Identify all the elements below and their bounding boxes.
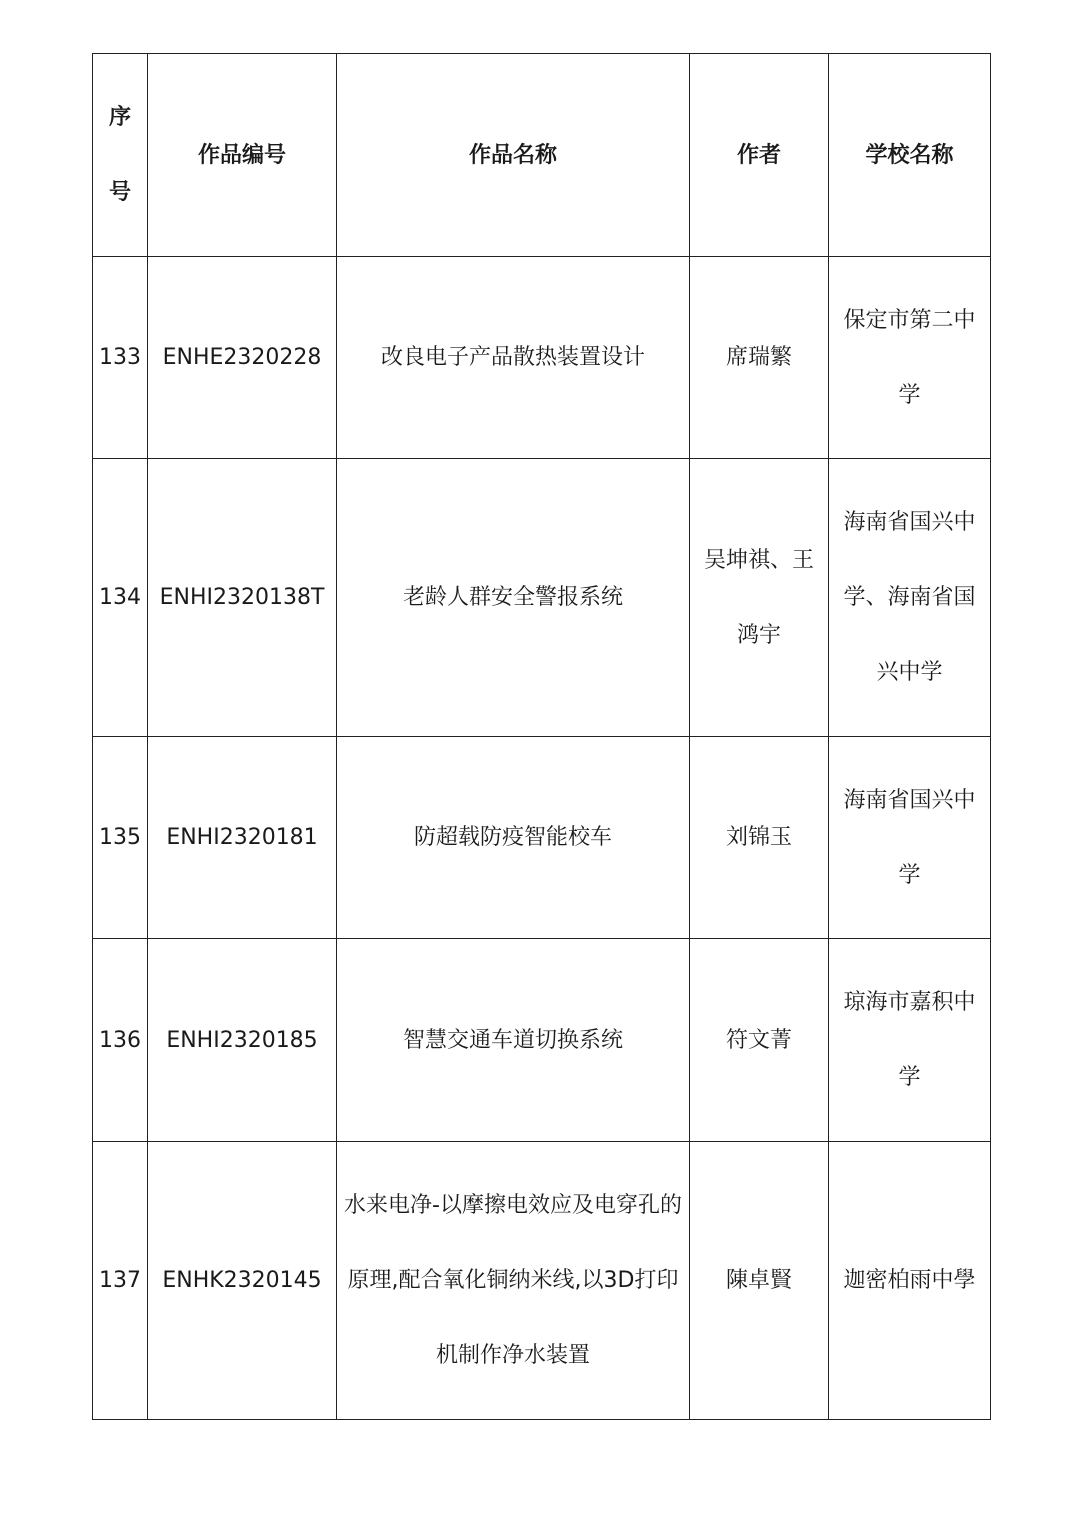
cell-title: 水来电净-以摩擦电效应及电穿孔的原理,配合氧化铜纳米线,以3D打印机制作净水装置 xyxy=(337,1142,690,1420)
cell-author: 刘锦玉 xyxy=(690,737,829,939)
table-header-row xyxy=(93,54,991,257)
cell-seq: 137 xyxy=(93,1142,148,1420)
cell-school: 海南省国兴中学、海南省国兴中学 xyxy=(829,459,991,737)
cell-seq: 134 xyxy=(93,459,148,737)
cell-school: 保定市第二中学 xyxy=(829,257,991,459)
cell-code: ENHE2320228 xyxy=(148,257,337,459)
cell-seq: 133 xyxy=(93,257,148,459)
cell-author: 吴坤祺、王鸿宇 xyxy=(690,459,829,737)
table-row xyxy=(93,1142,991,1420)
cell-code: ENHK2320145 xyxy=(148,1142,337,1420)
header-seq: 序号 xyxy=(93,54,148,257)
header-title: 作品名称 xyxy=(337,54,690,257)
cell-school: 海南省国兴中学 xyxy=(829,737,991,939)
cell-code: ENHI2320185 xyxy=(148,939,337,1142)
cell-school: 迦密柏雨中學 xyxy=(829,1142,991,1420)
header-school: 学校名称 xyxy=(829,54,991,257)
cell-seq: 136 xyxy=(93,939,148,1142)
cell-title: 老龄人群安全警报系统 xyxy=(337,459,690,737)
header-code: 作品编号 xyxy=(148,54,337,257)
table-row xyxy=(93,737,991,939)
cell-code: ENHI2320181 xyxy=(148,737,337,939)
cell-title: 防超载防疫智能校车 xyxy=(337,737,690,939)
cell-author: 席瑞繁 xyxy=(690,257,829,459)
cell-title: 智慧交通车道切换系统 xyxy=(337,939,690,1142)
table-row xyxy=(93,459,991,737)
cell-title: 改良电子产品散热装置设计 xyxy=(337,257,690,459)
header-author: 作者 xyxy=(690,54,829,257)
cell-author: 陳卓賢 xyxy=(690,1142,829,1420)
cell-author: 符文菁 xyxy=(690,939,829,1142)
table-row xyxy=(93,257,991,459)
cell-school: 琼海市嘉积中学 xyxy=(829,939,991,1142)
cell-code: ENHI2320138T xyxy=(148,459,337,737)
table-row xyxy=(93,939,991,1142)
results-table xyxy=(92,53,991,1420)
cell-seq: 135 xyxy=(93,737,148,939)
